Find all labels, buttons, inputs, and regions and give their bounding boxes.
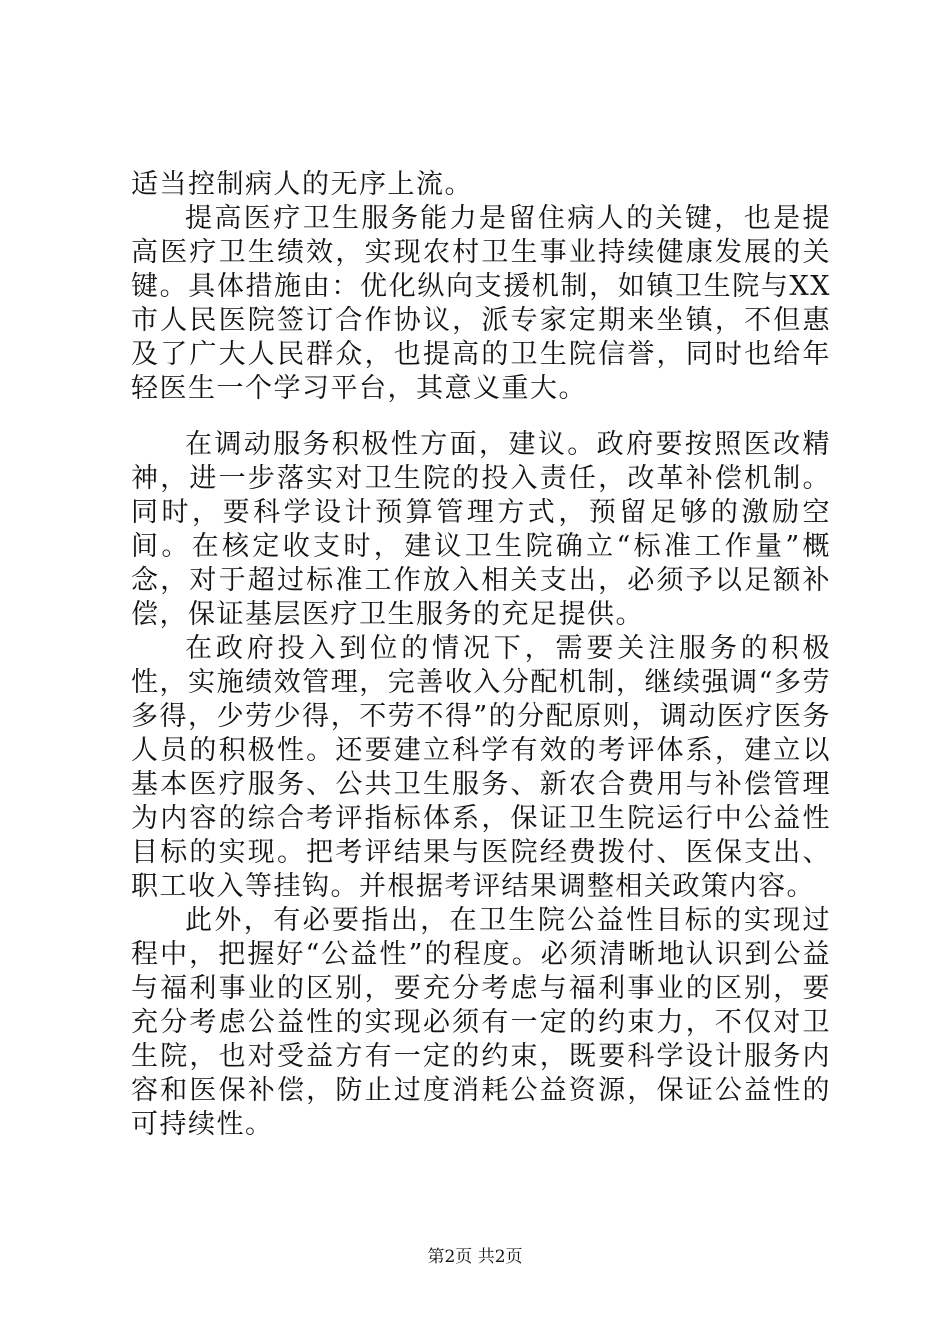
paragraph-continuation: 适当控制病人的无序上流。 bbox=[131, 169, 473, 200]
paragraph-service-capacity: 提高医疗卫生服务能力是留住病人的关键，也是提高医疗卫生绩效，实现农村卫生事业持续健康发展的关键。具体措施由：优化纵向支援机制，如镇卫生院与XX市人民医院签订合作协议，派专家定期来坐镇，不但惠及了广大人民群众，也提高的卫生院信誉，同时也给年轻医生一个学习平台，其意义重大。 bbox=[131, 203, 831, 404]
paragraph-public-welfare: 此外，有必要指出，在卫生院公益性目标的实现过程中，把握好“公益性”的程度。必须清晰地认识到公益与福利事业的区别，要充分考虑与福利事业的区别，要充分考虑公益性的实现必须有一定的约束力，不仅对卫生院，也对受益方有一定的约束，既要科学设计服务内容和医保补偿，防止过度消耗公益资源，保证公益性的可持续性。 bbox=[131, 905, 831, 1140]
paragraph-performance-management: 在政府投入到位的情况下，需要关注服务的积极性，实施绩效管理，完善收入分配机制，继续强调“多劳多得，少劳少得，不劳不得”的分配原则，调动医疗医务人员的积极性。还要建立科学有效的考评体系，建立以基本医疗服务、公共卫生服务、新农合费用与补偿管理为内容的综合考评指标体系，保证卫生院运行中公益性目标的实现。把考评结果与医院经费拨付、医保支出、职工收入等挂钩。并根据考评结果调整相关政策内容。 bbox=[131, 633, 831, 902]
paragraph-service-motivation: 在调动服务积极性方面，建议。政府要按照医改精神，进一步落实对卫生院的投入责任，改革补偿机制。同时，要科学设计预算管理方式，预留足够的激励空间。在核定收支时，建议卫生院确立“标准工作量”概念，对于超过标准工作放入相关支出，必须予以足额补偿，保证基层医疗卫生服务的充足提供。 bbox=[131, 429, 831, 630]
page-number-footer: 第2页 共2页 bbox=[427, 1247, 523, 1267]
document-body bbox=[131, 168, 831, 1142]
